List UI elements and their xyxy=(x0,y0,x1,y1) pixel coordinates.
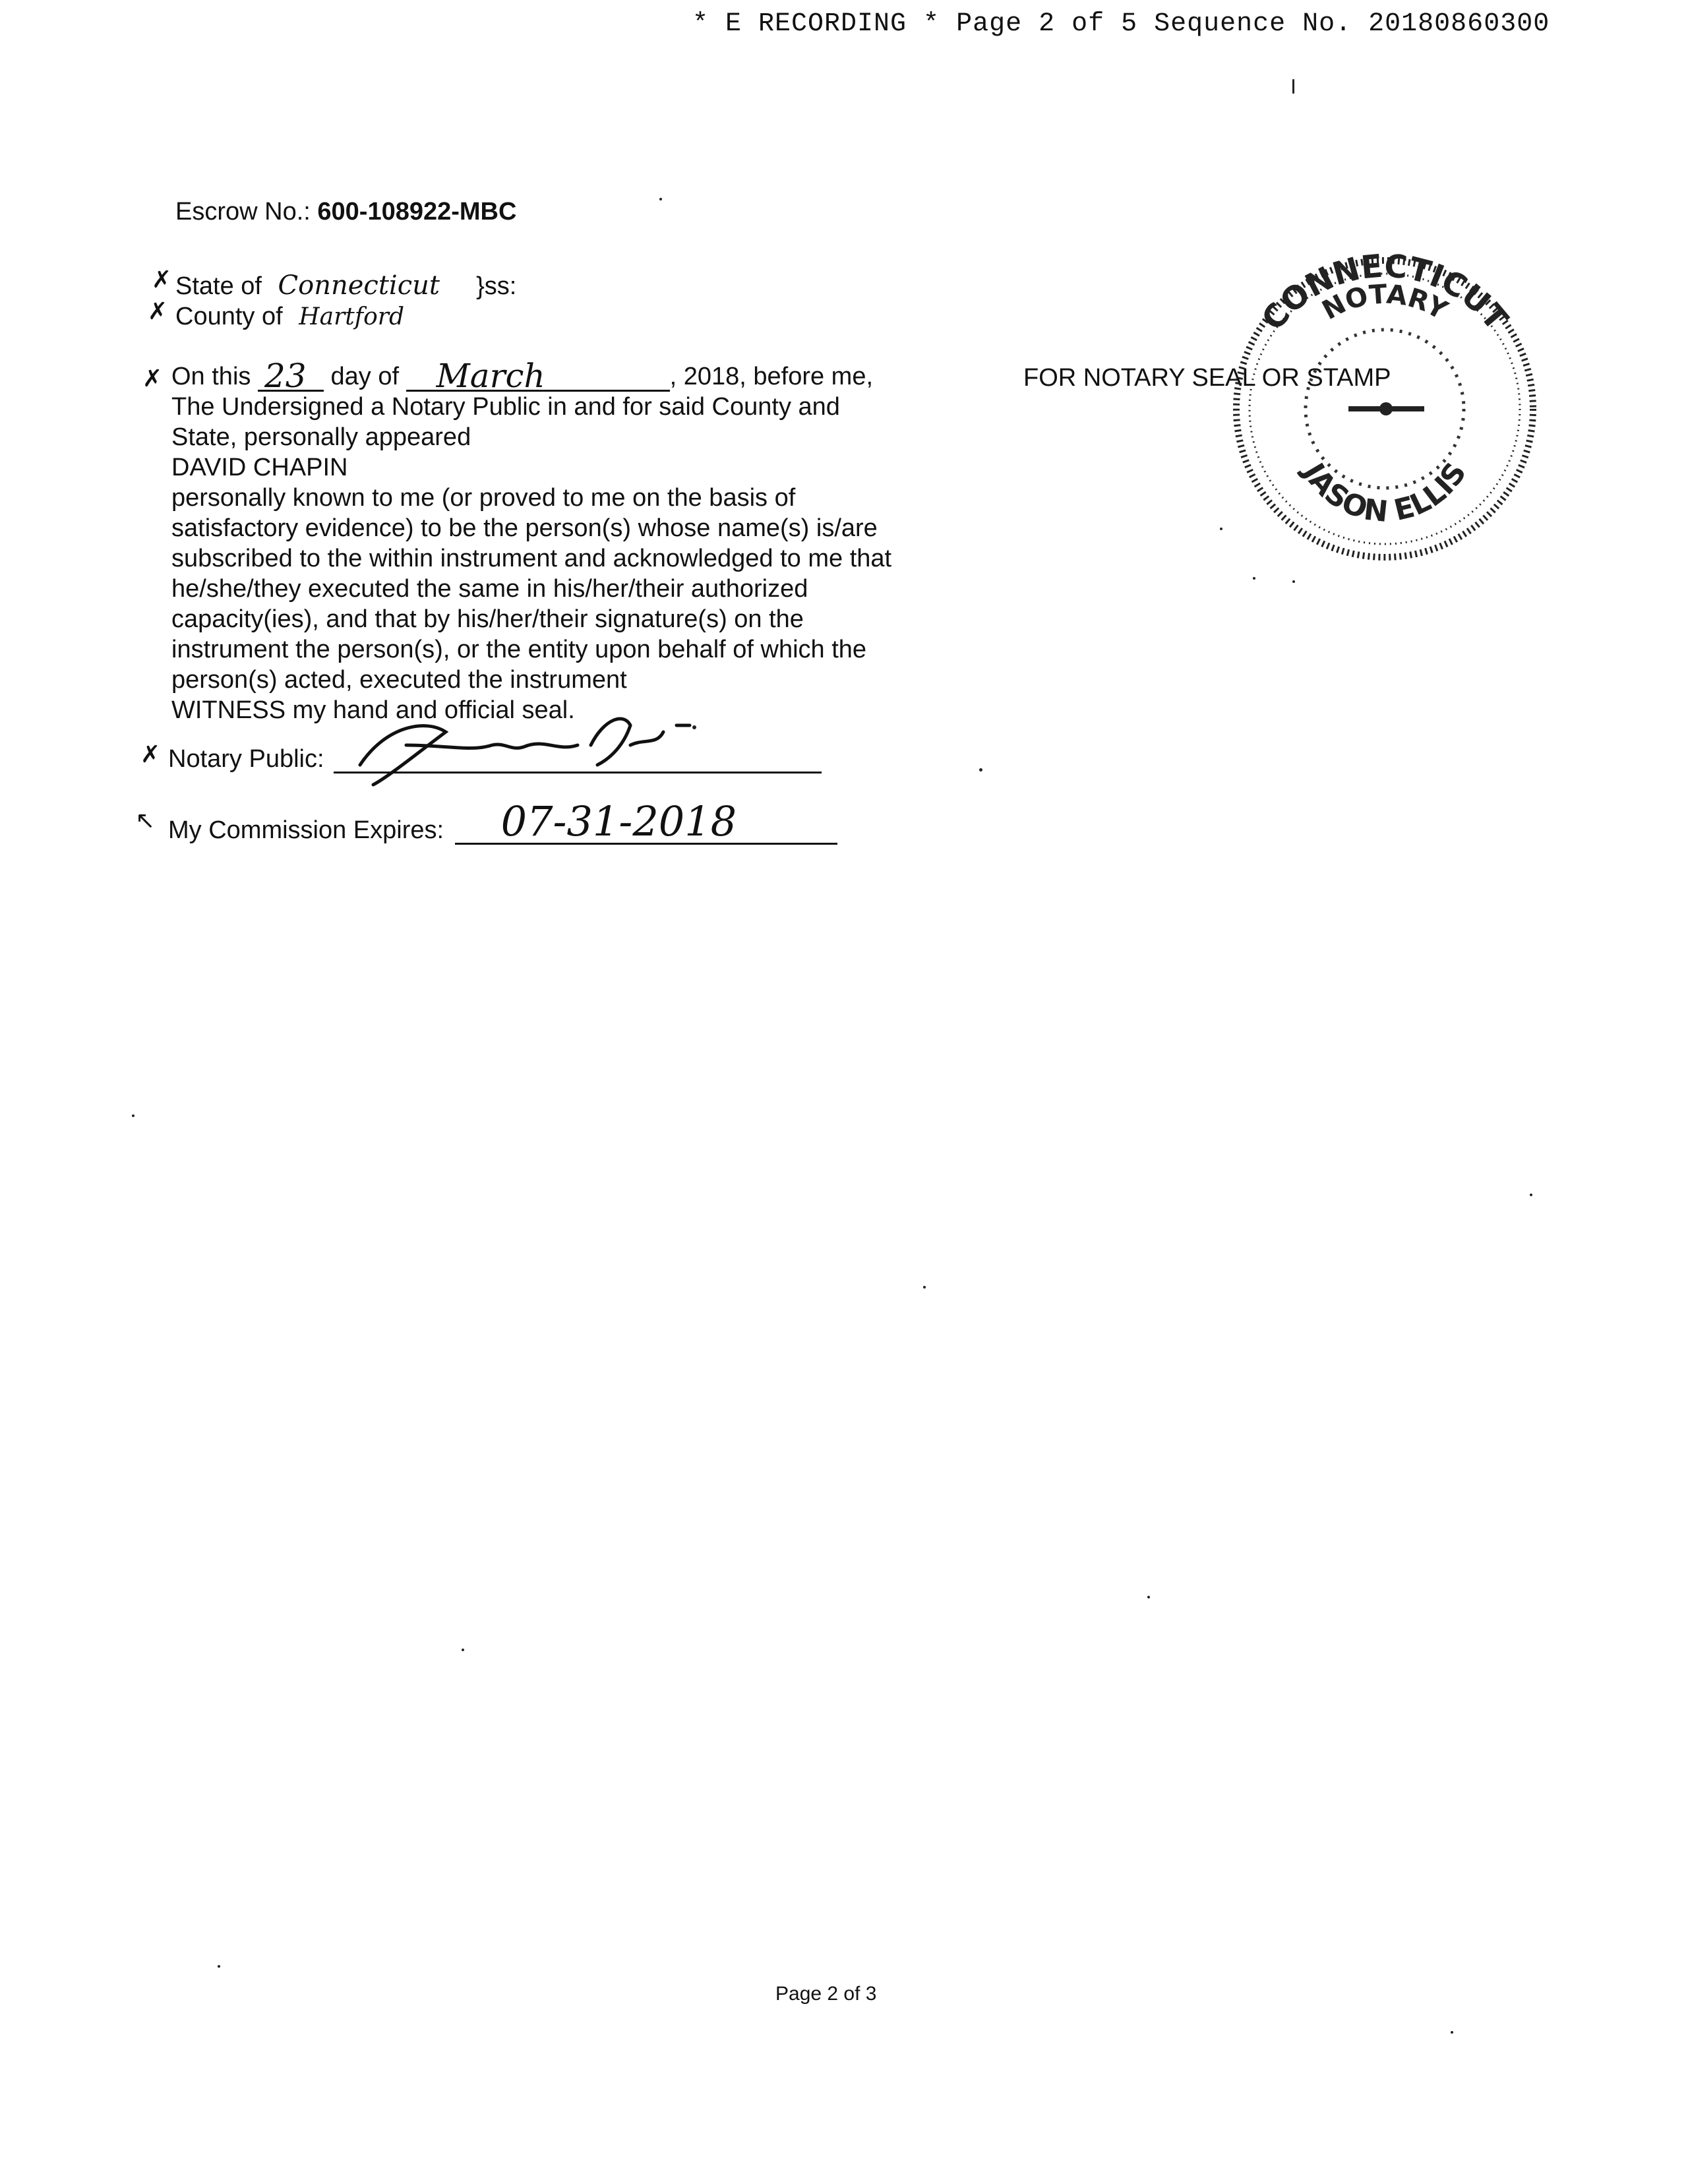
check-mark-icon: ✗ xyxy=(140,741,161,768)
escrow-number: 600-108922-MBC xyxy=(317,198,517,226)
commission-expires-line xyxy=(135,797,837,845)
month-value: March xyxy=(436,357,545,395)
acknowledgment-block xyxy=(142,357,963,725)
ack-line: capacity(ies), and that by his/her/their signature(s) on the xyxy=(171,605,804,633)
scan-speck xyxy=(979,768,982,772)
check-mark-icon: ✗ xyxy=(142,365,163,392)
witness-line: WITNESS my hand and official seal. xyxy=(171,696,575,724)
scan-speck xyxy=(923,1286,926,1289)
ack-line: person(s) acted, executed the instrument xyxy=(171,666,627,694)
ss-mark: }ss: xyxy=(476,272,517,300)
month-field xyxy=(406,357,670,395)
handwritten-signature xyxy=(347,706,716,791)
ack-line: State, personally appeared xyxy=(171,423,471,451)
ack-line: instrument the person(s), or the entity upon behalf of which the xyxy=(171,636,867,663)
county-label: County of xyxy=(175,303,283,330)
commission-label: My Commission Expires: xyxy=(168,816,444,844)
notary-signature-line xyxy=(140,741,822,774)
scan-speck xyxy=(1220,528,1222,530)
seal-inner-bottom: JASON ELLIS xyxy=(1296,456,1474,530)
ack-line: personally known to me (or proved to me on the basis of xyxy=(171,484,796,512)
check-mark-icon: ✗ xyxy=(152,266,172,293)
scan-speck xyxy=(1253,577,1255,580)
check-mark-icon: ✗ xyxy=(148,298,168,325)
notary-seal-stamp xyxy=(1213,251,1556,567)
year-text: , 2018, before me, xyxy=(669,363,874,390)
scan-speck xyxy=(1292,79,1294,94)
scan-speck xyxy=(462,1649,464,1651)
commission-value: 07-31-2018 xyxy=(500,797,737,845)
check-mark-icon: ↖ xyxy=(135,807,156,834)
appearer-name: DAVID CHAPIN xyxy=(171,454,348,481)
scan-speck xyxy=(1530,1194,1532,1196)
scan-speck xyxy=(1451,2031,1453,2034)
state-value: Connecticut xyxy=(278,270,440,301)
ack-line: subscribed to the within instrument and acknowledged to me that xyxy=(171,545,892,572)
on-this-label: On this xyxy=(171,363,251,390)
signature-field xyxy=(334,746,822,774)
ack-line: The Undersigned a Notary Public in and for said County and xyxy=(171,393,840,421)
svg-text:JASON ELLIS xyxy=(1295,456,1473,529)
escrow-number-line xyxy=(175,198,516,226)
seal-label: FOR NOTARY SEAL OR STAMP xyxy=(1023,364,1391,392)
seal-outer-text: CONNECTICUT xyxy=(1254,251,1515,338)
scan-speck xyxy=(218,1965,220,1968)
escrow-label: Escrow No.: xyxy=(175,198,311,226)
recording-header: * E RECORDING * Page 2 of 5 Sequence No. 20180860300 xyxy=(692,9,1550,39)
commission-field xyxy=(455,797,837,845)
ack-line: he/she/they executed the same in his/her/their authorized xyxy=(171,575,808,603)
venue-block xyxy=(148,266,517,332)
seal-inner-top: NOTARY xyxy=(1317,279,1453,326)
county-value: Hartford xyxy=(299,303,405,330)
scan-speck xyxy=(659,198,662,200)
state-label: State of xyxy=(175,272,262,300)
scan-speck xyxy=(1292,580,1295,583)
day-of-label: day of xyxy=(330,363,400,390)
scan-speck xyxy=(132,1114,135,1117)
acknowledgment-first-line xyxy=(171,357,963,395)
scan-speck xyxy=(1147,1596,1150,1598)
day-value: 23 xyxy=(264,357,307,395)
ack-line: satisfactory evidence) to be the person(s) whose name(s) is/are xyxy=(171,514,878,542)
day-field xyxy=(258,357,324,395)
scan-speck xyxy=(692,725,696,729)
notary-label: Notary Public: xyxy=(168,745,324,773)
page-footer: Page 2 of 3 xyxy=(775,1983,877,2005)
